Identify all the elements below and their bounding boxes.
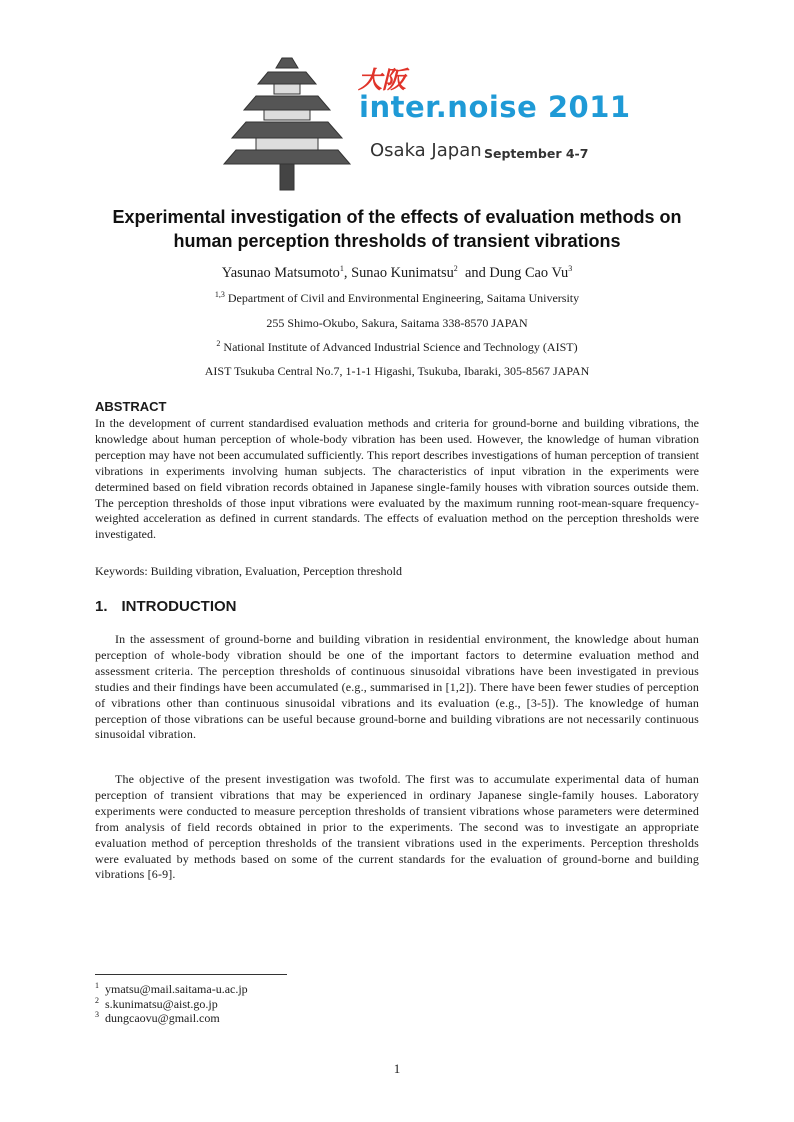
footnote-mark: 2 [95, 995, 99, 1005]
footnote [95, 997, 248, 1012]
affiliation-2-dept [0, 340, 794, 355]
intro-paragraph-1: In the assessment of ground-borne and building vibration in residential environment, the knowledge about human perception of whole-body vibration should be one of the important factors to determine evaluation method and assessment criteria. The perception thresholds of continuous sinusoidal vibrations have been investigated in previous studies and their findings have been accumulated (e.g., summarised in [1,2]). There have been fewer studies of perception of vibrations other than continuous sinusoidal vibrations and its evaluation (e.g., [3-5]). The knowledge of human perception of those vibrations can be useful because ground-borne and building vibrations are not necessarily continuous sinusoidal vibration. [95, 632, 699, 742]
footnotes [95, 982, 248, 1026]
footnote-mark: 3 [95, 1010, 99, 1019]
author-separator: , [343, 265, 352, 281]
logo-kanji: 大阪 [358, 65, 406, 94]
author-separator: and [457, 265, 490, 281]
author-mark: 2 [453, 264, 458, 274]
logo-title: inter.noise 2011 [359, 90, 631, 124]
footnote-email: ymatsu@mail.saitama-u.ac.jp [105, 982, 248, 996]
affiliation-mark: 2 [216, 339, 221, 348]
footnote-divider [95, 974, 287, 975]
page-number: 1 [393, 1061, 401, 1076]
conference-logo [222, 52, 631, 192]
affiliation-text: Department of Civil and Environmental Engineering, Saitama University [227, 291, 580, 305]
logo-dates: September 4-7 [484, 146, 589, 161]
author-name: Dung Cao Vu [489, 265, 569, 281]
title-line-1: Experimental investigation of the effects of evaluation methods on [112, 207, 682, 227]
affiliation-1-dept [0, 291, 794, 306]
author-name: Yasunao Matsumoto [221, 265, 340, 281]
author-mark: 1 [339, 264, 344, 274]
footnote [95, 1011, 248, 1026]
footnote-mark: 1 [95, 981, 99, 990]
abstract-heading: ABSTRACT [95, 399, 167, 414]
abstract-text: In the development of current standardised evaluation methods and criteria for ground-borne and building vibrations, the knowledge about human perception of whole-body vibration has been used. However, the knowledge of human vibration perception may have not been accumulated sufficiently. This report describes investigations of human perception of transient vibrations in experiments involving human subjects. The characteristics of input vibration in the experiments were determined based on field vibration records obtained in Japanese single-family houses with vibration sources outside them. The perception thresholds of those input vibrations were evaluated by the maximum running root-mean-square frequency-weighted acceleration as defined in current standards. The effects of evaluation method on the perception thresholds were investigated. [95, 416, 699, 542]
author-list [0, 265, 794, 282]
affiliation-2-address: AIST Tsukuba Central No.7, 1-1-1 Higashi, Tsukuba, Ibaraki, 305-8567 JAPAN [204, 364, 590, 378]
section-heading [95, 598, 251, 615]
footnote [95, 982, 248, 997]
affiliation-mark: 1,3 [214, 290, 225, 299]
section-title: INTRODUCTION [121, 598, 237, 615]
title-line-2: human perception thresholds of transient vibrations [173, 231, 621, 251]
author-mark: 3 [568, 264, 573, 274]
osaka-castle-icon [222, 52, 352, 192]
affiliation-1-address: 255 Shimo-Okubo, Sakura, Saitama 338-8570 JAPAN [266, 316, 528, 330]
logo-place: Osaka Japan [370, 140, 482, 161]
paper-title [60, 205, 734, 253]
keywords: Keywords: Building vibration, Evaluation, Perception threshold [95, 564, 402, 578]
intro-paragraph-2: The objective of the present investigation was twofold. The first was to accumulate experimental data of human perception of transient vibrations that may be experienced in ordinary Japanese single-family houses. Laboratory experiments were conducted to measure perception thresholds of transient vibrations whose parameters were determined from analysis of field records obtained in prior to the experiments. The second was to investigate an appropriate evaluation method of perception thresholds of the transient vibrations used in the experiments. Perception thresholds were evaluated by methods based on some of the current standards for the evaluation of ground-borne and building vibrations [6-9]. [95, 772, 699, 882]
footnote-email: s.kunimatsu@aist.go.jp [105, 996, 218, 1011]
footnote-email: dungcaovu@gmail.com [105, 1011, 220, 1025]
affiliation-text: National Institute of Advanced Industrial Science and Technology (AIST) [223, 340, 578, 354]
author-name: Sunao Kunimatsu [351, 265, 454, 281]
section-number: 1. [95, 598, 108, 615]
